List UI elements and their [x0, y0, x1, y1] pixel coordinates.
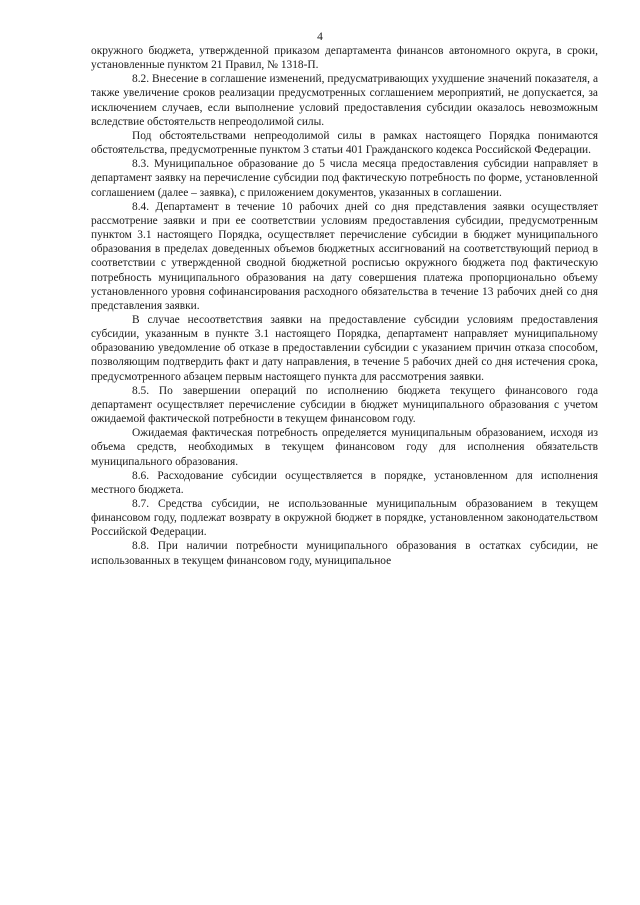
- paragraph-8-6: 8.6. Расходование субсидии осуществляется в порядке, установленном для исполнения местного бюджета.: [91, 469, 598, 496]
- paragraph-8-5: 8.5. По завершении операций по исполнению бюджета текущего финансового года департамент осуществляет перечисление субсидии в бюджет муниципального образования с учетом ожидаемой фактической потребности в текущем финансовом году.: [91, 384, 598, 426]
- page-number: 4: [317, 31, 323, 43]
- document-body: [91, 44, 598, 568]
- paragraph-8-4: 8.4. Департамент в течение 10 рабочих дней со дня представления заявки осуществляет рассмотрение заявки и при ее соответствии условиям предоставления субсидии, предусмотренным пунктом 3.1 настоящего Порядка, осуществляет перечисление субсидии в бюджет муниципального образования в пределах доведенных объемов бюджетных ассигнований на соответствующий период в соответствии с утвержденной сводной бюджетной росписью окружного бюджета под фактическую потребность муниципального образования на дату совершения платежа пропорционально объему установленного уровня софинансирования расходного обязательства в течение 13 рабочих дней со дня представления заявки.: [91, 200, 598, 312]
- paragraph-force-majeure: Под обстоятельствами непреодолимой силы в рамках настоящего Порядка понимаются обстоятельства, предусмотренные пунктом 3 статьи 401 Гражданского кодекса Российской Федерации.: [91, 129, 598, 157]
- paragraph-continuation: окружного бюджета, утвержденной приказом департамента финансов автономного округа, в сроки, установленные пунктом 21 Правил, № 1318-П.: [91, 45, 598, 72]
- paragraph-8-7: 8.7. Средства субсидии, не использованные муниципальным образованием в текущем финансовом году, подлежат возврату в окружной бюджет в порядке, установленном законодательством Российской Федерации.: [91, 498, 598, 539]
- paragraph-8-8: 8.8. При наличии потребности муниципального образования в остатках субсидии, не использованных в текущем финансовом году, муниципальное: [91, 540, 598, 567]
- paragraph-expected-need: Ожидаемая фактическая потребность определяется муниципальным образованием, исходя из объема средств, необходимых в текущем финансовом году для исполнения обязательств муниципального образования.: [91, 427, 598, 468]
- paragraph-8-3: 8.3. Муниципальное образование до 5 числа месяца предоставления субсидии направляет в департамент заявку на перечисление субсидии под фактическую потребность по форме, установленной соглашением (далее – заявка), с приложением документов, указанных в соглашении.: [91, 158, 598, 199]
- paragraph-refusal: В случае несоответствия заявки на предоставление субсидии условиям предоставления субсидии, указанным в пункте 3.1 настоящего Порядка, департамент направляет муниципальному образованию уведомление об отказе в предоставлении субсидии с указанием причин отказа способом, позволяющим подтвердить факт и дату направления, в течение 5 рабочих дней со дня истечения срока, предусмотренного абзацем первым настоящего пункта для рассмотрения заявки.: [91, 313, 598, 383]
- paragraph-8-2: 8.2. Внесение в соглашение изменений, предусматривающих ухудшение значений показателя, а также увеличение сроков реализации предусмотренных соглашением мероприятий, не допускается, за исключением случаев, если выполнение условий предоставления субсидии оказалось невозможным вследствие обстоятельств непреодолимой силы.: [91, 73, 598, 128]
